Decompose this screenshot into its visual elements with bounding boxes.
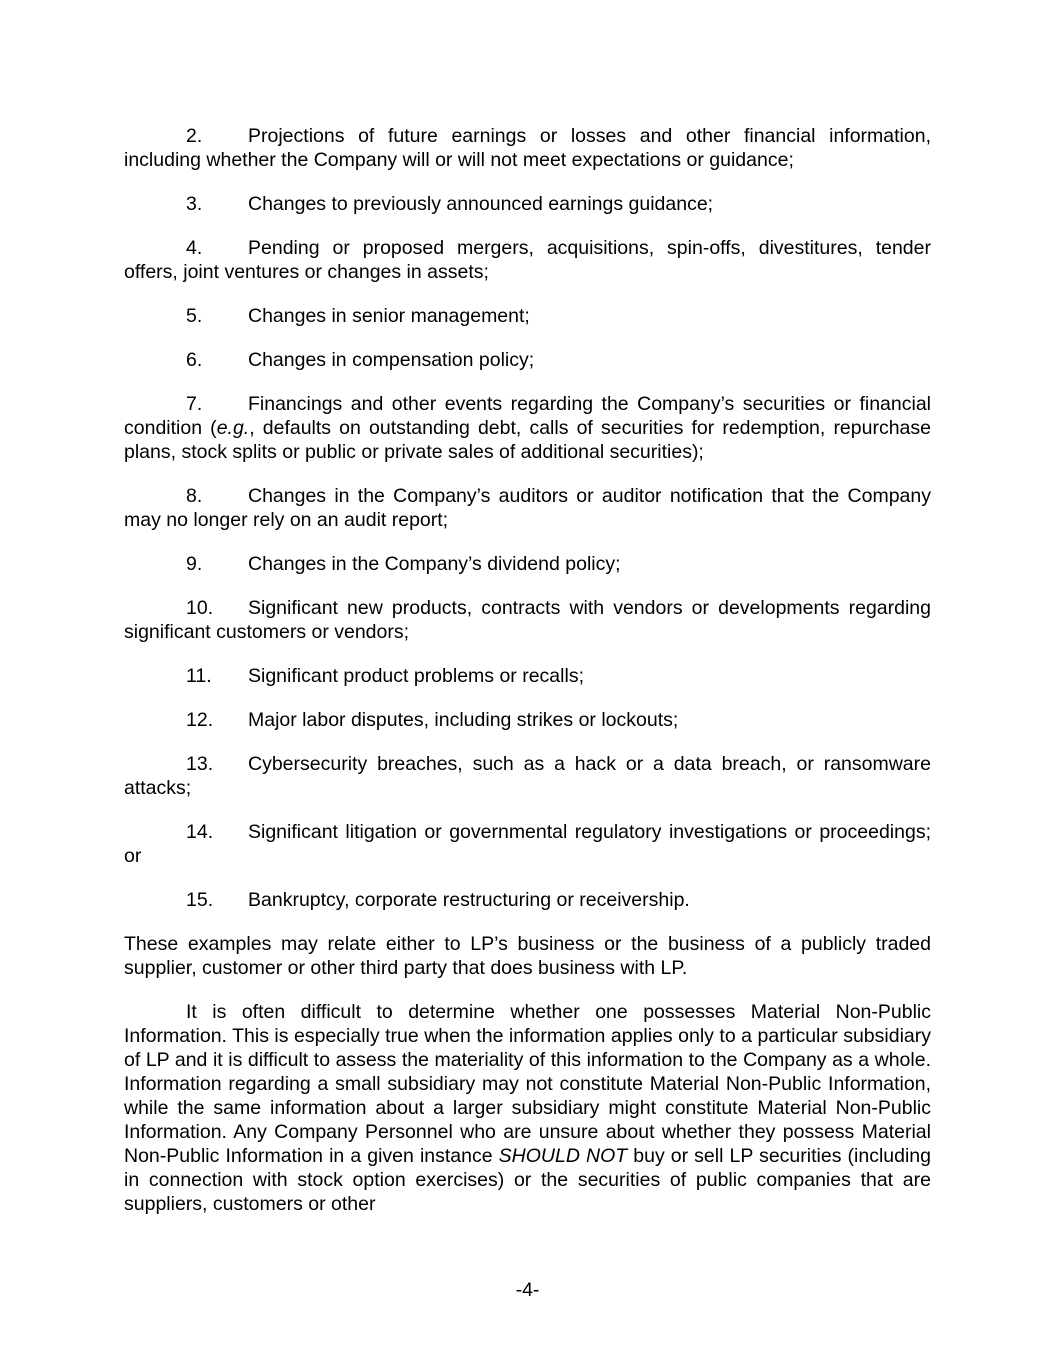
list-item-13 [124,752,931,800]
item-text-after: , defaults on outstanding debt, calls of securities for redemption, repurchase plans, stock splits or public or private sales of additional securities); [124,417,931,463]
list-item-10 [124,596,931,644]
item-text: Major labor disputes, including strikes or lockouts; [248,709,679,731]
list-item-8 [124,484,931,532]
item-number: 6. [186,349,203,371]
item-number: 3. [186,193,203,215]
item-text: Significant product problems or recalls; [248,665,584,687]
list-item-14 [124,820,931,868]
page-content [124,124,931,1236]
list-item-4 [124,236,931,284]
item-number: 10. [186,597,214,619]
item-number: 7. [186,393,203,415]
item-text: Pending or proposed mergers, acquisitions, spin-offs, divestitures, tender offers, joint ventures or changes in assets; [124,237,931,283]
item-text: Changes in the Company’s auditors or auditor notification that the Company may no longer rely on an audit report; [124,485,931,531]
list-item-9 [124,552,931,576]
item-number: 2. [186,125,203,147]
list-item-15 [124,888,931,912]
list-item-6 [124,348,931,372]
item-number: 11. [186,665,212,687]
closing-text-after: buy or sell LP securities (including in connection with stock option exercises) or the securities of public companies that are suppliers, customers or other [124,1145,931,1215]
item-text: Significant new products, contracts with vendors or developments regarding significant customers or vendors; [124,597,931,643]
page-number: -4- [515,1279,540,1301]
item-text: Changes in the Company’s dividend policy; [248,553,621,575]
item-number: 8. [186,485,203,507]
item-text: Projections of future earnings or losses and other financial information, including whether the Company will or will not meet expectations or guidance; [124,125,931,171]
closing-text-before: It is often difficult to determine whether one possesses Material Non-Public Information. This is especially true when the information applies only to a particular subsidiary of LP and it is difficult to assess the materiality of this information to the Company as a whole. Information regarding a small subsidiary may not constitute Material Non-Public Information, while the same information about a larger subsidiary might constitute Material Non-Public Information. Any Company Personnel who are unsure about whether they possess Material Non-Public Information in a given instance [124,1001,931,1167]
list-item-3 [124,192,931,216]
item-text: Changes to previously announced earnings guidance; [248,193,714,215]
item-text: Cybersecurity breaches, such as a hack or a data breach, or ransomware attacks; [124,753,931,799]
item-text-before: Financings and other events regarding the Company’s securities or financial condition ( [124,393,931,439]
item-number: 9. [186,553,203,575]
item-text: Significant litigation or governmental regulatory investigations or proceedings; or [124,821,931,867]
item-text: Changes in compensation policy; [248,349,535,371]
item-number: 14. [186,821,214,843]
list-item-11 [124,664,931,688]
closing-text-italic: SHOULD NOT [498,1145,628,1167]
item-number: 5. [186,305,203,327]
item-number: 4. [186,237,203,259]
list-item-5 [124,304,931,328]
item-text: Bankruptcy, corporate restructuring or receivership. [248,889,690,911]
item-text-italic: e.g. [216,417,250,439]
item-number: 13. [186,753,214,775]
closing-paragraph [124,1000,931,1216]
list-item-12 [124,708,931,732]
list-item-2 [124,124,931,172]
list-item-7 [124,392,931,464]
item-number: 15. [186,889,214,911]
item-text: Changes in senior management; [248,305,530,327]
item-number: 12. [186,709,214,731]
examples-note: These examples may relate either to LP’s business or the business of a publicly traded supplier, customer or other third party that does business with LP. [124,933,931,979]
